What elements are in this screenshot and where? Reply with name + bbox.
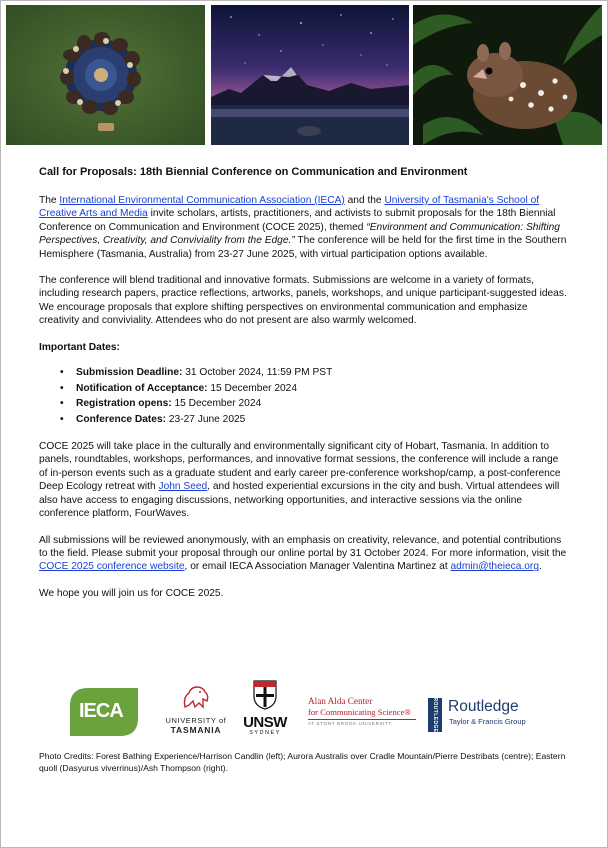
intro-paragraph (39, 194, 569, 261)
date-label: Registration opens: (76, 398, 172, 410)
intro-text-1: The (39, 195, 60, 206)
date-value: 23-27 June 2025 (166, 413, 246, 425)
announcement-body (39, 165, 569, 613)
date-item-registration (76, 396, 569, 412)
closing-paragraph: We hope you will join us for COCE 2025. (39, 587, 224, 599)
unsw-logo-text: UNSW (243, 714, 287, 731)
date-item-conference (76, 412, 569, 428)
ieca-link[interactable]: International Environmental Communication Association (IECA) (59, 195, 345, 206)
routledge-vertical-text: ROUTLEDGE (432, 697, 438, 733)
alda-logo-rule (308, 719, 416, 720)
submission-text-1: All submissions will be reviewed anonymously, with an emphasis on creativity, relevance, and potential contributions to the field. Please submit your proposal through our online portal by 31 October 2024. For more information, visit the (39, 534, 567, 559)
date-value: 31 October 2024, 11:59 PM PST (182, 367, 333, 379)
date-label: Conference Dates: (76, 413, 167, 425)
important-dates-list (39, 365, 569, 427)
intro-text-3: invite scholars, artists, practitioners, and activists to submit proposals for the 18th Biennial Conference on Communication and Environment (COCE 2025), themed (39, 208, 556, 233)
date-label: Notification of Acceptance: (76, 382, 208, 394)
ieca-logo (68, 686, 140, 736)
aurora-australis-photo (211, 5, 409, 145)
conference-website-link[interactable]: COCE 2025 conference website (39, 561, 185, 573)
email-link[interactable]: admin@theieca.org (450, 561, 539, 573)
ieca-logo-text: IECA (79, 700, 123, 722)
page-title: Call for Proposals: 18th Biennial Conference on Communication and Environment (39, 166, 468, 178)
unsw-logo (240, 680, 290, 740)
alan-alda-center-logo (308, 696, 420, 736)
routledge-mark (428, 698, 442, 732)
intro-text-4: The conference will be held for the first time in the Southern Hemisphere (Tasmania, Australia) from 23-27 June 2025, with virtual participation options available. (39, 235, 567, 260)
alda-logo-line1: Alan Alda Center (308, 696, 373, 706)
venue-text-2: , and hosted experiential excursions in the city and bush. Virtual attendees will also have access to engaging discussions, networking opportunities, and interactive sessions via the online conference platform, FourWaves. (39, 481, 560, 520)
utas-logo-line2: TASMANIA (170, 725, 222, 735)
sponsor-logos (68, 680, 558, 742)
routledge-logo-text: Routledge (448, 698, 519, 715)
unsw-crest-icon (253, 680, 277, 710)
submission-text-2: , or email IECA Association Manager Valentina Martinez at (184, 561, 451, 573)
alda-logo-line2: for Communicating Science® (308, 706, 411, 717)
venue-text-1: COCE 2025 will take place in the culturally and environmentally significant city of Hobart, Tasmania. In addition to panels, roundtables, workshops, performances, and innovative format sessions, the conference will include a range of in-person events such as a graduate student and early career pre-conference workshop/camp, a post-conference Deep Ecology retreat with (39, 441, 561, 493)
routledge-logo-subtext: Taylor & Francis Group (449, 717, 526, 726)
submission-paragraph (39, 534, 569, 574)
conference-theme: “Environment and Communication: Shifting Perspectives, Creativity, and Conviviality from the Edge.” (39, 221, 560, 247)
utas-school-link[interactable]: University of Tasmania's School of Creative Arts and Media (39, 195, 540, 220)
alda-logo-line3: AT STONY BROOK UNIVERSITY (308, 720, 393, 726)
date-item-submission (76, 365, 569, 381)
important-dates-heading: Important Dates: (39, 341, 120, 353)
lion-crest-icon (181, 683, 211, 711)
date-item-notification (76, 381, 569, 397)
john-seed-link[interactable]: John Seed (158, 481, 208, 493)
utas-logo (162, 683, 230, 739)
photo-credits: Photo Credits: Forest Bathing Experience/Harrison Candlin (left); Aurora Australis over Cradle Mountain/Pierre Destribats (centre); Eastern quoll (Dasyurus viverrinus)/Ash Thompson (right). (39, 751, 566, 773)
venue-paragraph (39, 440, 569, 520)
eastern-quoll-photo (413, 5, 602, 145)
date-value: 15 December 2024 (207, 382, 297, 394)
photo-banner (6, 5, 602, 145)
unsw-logo-subtext: SYDNEY (249, 730, 281, 736)
date-value: 15 December 2024 (171, 398, 262, 410)
utas-logo-line1: UNIVERSITY of (165, 716, 227, 725)
intro-text-2: and the (344, 195, 385, 206)
submission-text-3: . (539, 561, 542, 573)
formats-paragraph: The conference will blend traditional and innovative formats. Submissions are welcome in a variety of formats, including research papers, practice reflections, artworks, panels, workshops, and unique participant-suggested ideas. We encourage proposals that explore shifting perspectives on environmental communication and emphasize creativity and conviviality. Attendees who do not present are also warmly welcomed. (39, 275, 567, 327)
routledge-logo (428, 698, 558, 738)
forest-bathing-photo (6, 5, 205, 145)
date-label: Submission Deadline: (76, 367, 183, 379)
